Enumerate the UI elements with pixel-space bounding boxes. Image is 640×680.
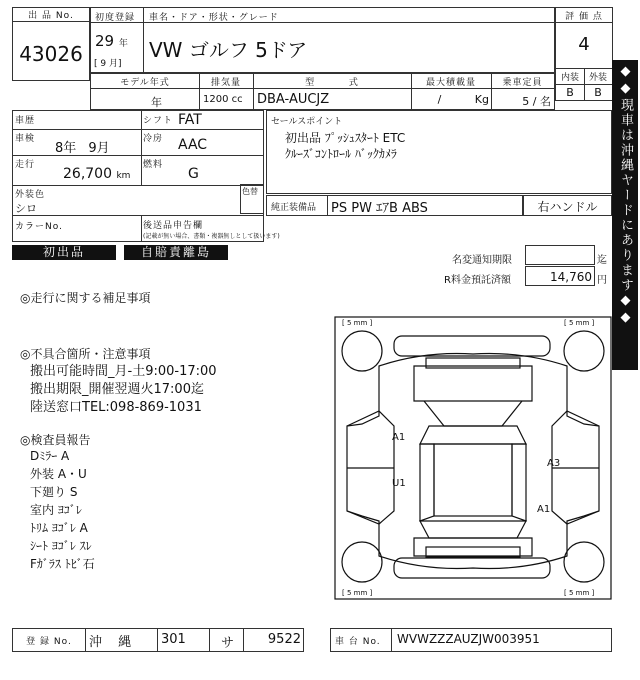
recycle-value: 14,760 <box>550 270 592 284</box>
recycle-field <box>525 266 595 286</box>
load-value: / Kg <box>437 93 489 106</box>
load-label: 最大積載量 <box>425 78 476 88</box>
reg-year-unit: 年 <box>118 39 128 49</box>
interior-grade: B <box>566 86 574 99</box>
reg-month: [ 9 月] <box>94 59 122 69</box>
color-no-div <box>141 215 142 241</box>
grade-divider-2 <box>556 84 612 85</box>
model-year-value: 年 <box>151 96 162 109</box>
equipment-box <box>266 195 523 216</box>
car-header-box <box>90 7 555 73</box>
plate-kana: サ <box>221 636 235 651</box>
damage-mark-4: A1 <box>537 504 551 515</box>
insurance-badge: 自賠責離島 <box>124 245 228 260</box>
interior-label: 内装 <box>560 73 579 83</box>
lot-box <box>12 7 90 81</box>
side-banner <box>612 60 638 370</box>
defect-line-3: 陸送窓口TEL:098-869-1031 <box>30 400 202 415</box>
notes-section <box>20 290 320 590</box>
tire-rear-left-icon <box>342 542 382 582</box>
capacity-value: 5 / 名 <box>522 95 551 108</box>
tire-front-left-icon <box>342 331 382 371</box>
name-change-label: 名変通知期限 <box>452 255 512 266</box>
tire-label-rl: [ 5 mm ] <box>342 589 373 597</box>
type-label: 型 式 <box>305 78 359 88</box>
ac-value: AAC <box>178 137 208 153</box>
tire-rear-right-icon <box>564 542 604 582</box>
plate-div-3 <box>209 629 210 651</box>
equipment-div <box>327 196 328 215</box>
details-row-1 <box>13 129 263 130</box>
inspector-line-7: Fｶﾞﾗｽ ﾄﾋﾞ石 <box>30 557 95 571</box>
inspection-value: 8年 9月 <box>55 141 110 156</box>
type-value: DBA-AUCJZ <box>257 92 330 107</box>
tire-label-fl: [ 5 mm ] <box>342 319 373 327</box>
reg-year-value: 29 <box>95 32 115 50</box>
score-box <box>555 7 613 101</box>
shift-value: FAT <box>178 112 202 128</box>
vin-label: 車 台 No. <box>335 637 381 647</box>
inspector-line-6: ｼｰﾄ ﾖｺﾞﾚ ｽﾚ <box>30 539 92 553</box>
equipment-label: 純正装備品 <box>271 203 317 213</box>
details-row-3 <box>13 185 263 186</box>
supp-title: ◎走行に関する補足事項 <box>20 291 151 305</box>
fuel-label: 燃料 <box>143 160 164 170</box>
sales-points-line1: 初出品 ﾌﾟｯｼｭｽﾀｰﾄ ETC <box>285 131 406 145</box>
steering-value: 右ハンドル <box>537 200 598 214</box>
lot-label: 出 品 No. <box>13 8 89 22</box>
shift-label: シフト <box>143 116 174 126</box>
defect-line-2: 搬出期限_開催翌週火17:00迄 <box>30 382 204 397</box>
specs-row <box>90 73 555 110</box>
car-label: 車名・ドア・形状・グレード <box>149 13 279 23</box>
recycle-unit: 円 <box>597 275 607 286</box>
steering-box <box>523 195 612 216</box>
color-no-label: カラーNo. <box>15 222 63 232</box>
details-left <box>12 110 280 242</box>
aftermarket-note: (記載が無い場合、書類・複器無しとして扱います) <box>143 233 280 240</box>
reg-divider <box>143 8 144 72</box>
side-banner-text: ◆◆現車は沖縄ヤードにあります◆◆ <box>618 64 633 327</box>
mileage-unit: km <box>116 171 131 181</box>
defect-line-1: 搬出可能時間_月-土9:00-17:00 <box>30 364 217 379</box>
score-value: 4 <box>578 34 590 55</box>
sales-points-box <box>266 110 612 194</box>
name-change-field <box>525 245 595 265</box>
color-code-box <box>240 184 264 214</box>
sales-points-line2: ｸﾙｰｽﾞｺﾝﾄﾛｰﾙ ﾊﾞｯｸｶﾒﾗ <box>285 147 397 161</box>
details-row-2 <box>13 155 263 156</box>
plate-div-1 <box>85 629 86 651</box>
score-label: 評 価 点 <box>565 12 603 22</box>
vin-value: WVWZZZAUZJW003951 <box>397 632 540 646</box>
mileage-number: 26,700 <box>63 166 112 182</box>
damage-mark-3: A3 <box>547 458 561 469</box>
car-diagram <box>334 316 612 600</box>
plate-region: 沖 縄 <box>89 635 138 650</box>
ext-color-value: シロ <box>15 202 37 215</box>
tire-front-right-icon <box>564 331 604 371</box>
mileage-label: 走行 <box>15 160 36 170</box>
details-row-4 <box>13 215 263 216</box>
displacement-label: 排気量 <box>210 78 241 88</box>
tire-label-fr: [ 5 mm ] <box>564 319 595 327</box>
capacity-label: 乗車定員 <box>502 78 543 88</box>
plate-div-2 <box>157 629 158 651</box>
plate-label: 登 録 No. <box>26 637 72 647</box>
mileage-value <box>63 166 130 182</box>
inspector-line-2: 外装 A・U <box>30 467 87 481</box>
reg-year <box>95 32 128 50</box>
vin-div <box>391 629 392 651</box>
lot-number: 43026 <box>19 42 83 66</box>
damage-mark-1: A1 <box>392 432 406 443</box>
vin-box <box>330 628 612 652</box>
specs-mid-line <box>91 88 554 89</box>
fuel-value: G <box>188 166 199 182</box>
inspection-label: 車検 <box>15 134 36 144</box>
model-year-label: モデル年式 <box>120 78 170 88</box>
inspector-line-3: 下廻り S <box>30 485 78 499</box>
name-change-unit: 迄 <box>597 255 607 266</box>
plate-number: 9522 <box>267 632 301 647</box>
plate-div-4 <box>243 629 244 651</box>
equipment-value: PS PW ｴｱB ABS <box>331 201 428 216</box>
exterior-grade: B <box>594 86 602 99</box>
score-divider <box>556 22 612 23</box>
plate-box <box>12 628 304 652</box>
inspector-title: ◎検査員報告 <box>20 433 91 447</box>
aftermarket-label: 後送品申告欄 <box>143 221 204 231</box>
inspector-line-1: Dﾐﾗｰ A <box>30 449 70 463</box>
defect-title: ◎不具合箇所・注意事項 <box>20 347 151 361</box>
inspector-line-5: ﾄﾘﾑ ﾖｺﾞﾚ A <box>30 521 88 535</box>
inspector-line-4: 室内 ﾖｺﾞﾚ <box>30 503 82 517</box>
exterior-label: 外装 <box>588 73 607 83</box>
displacement-value: 1200 cc <box>203 94 243 105</box>
details-col-div <box>141 111 142 185</box>
history-label: 車歴 <box>15 116 36 126</box>
sales-points-label: セールスポイント <box>271 117 343 127</box>
color-code-label: 色替 <box>242 187 258 196</box>
recycle-label: R料金預託済額 <box>444 275 511 286</box>
tire-label-rr: [ 5 mm ] <box>564 589 595 597</box>
ac-label: 冷房 <box>143 134 164 144</box>
ext-color-label: 外装色 <box>15 190 46 200</box>
plate-class: 301 <box>161 632 186 647</box>
car-name: VW ゴルフ 5ドア <box>149 38 308 62</box>
reg-label: 初度登録 <box>95 13 136 23</box>
damage-mark-2: U1 <box>392 478 406 489</box>
first-listing-badge: 初出品 <box>12 245 116 260</box>
